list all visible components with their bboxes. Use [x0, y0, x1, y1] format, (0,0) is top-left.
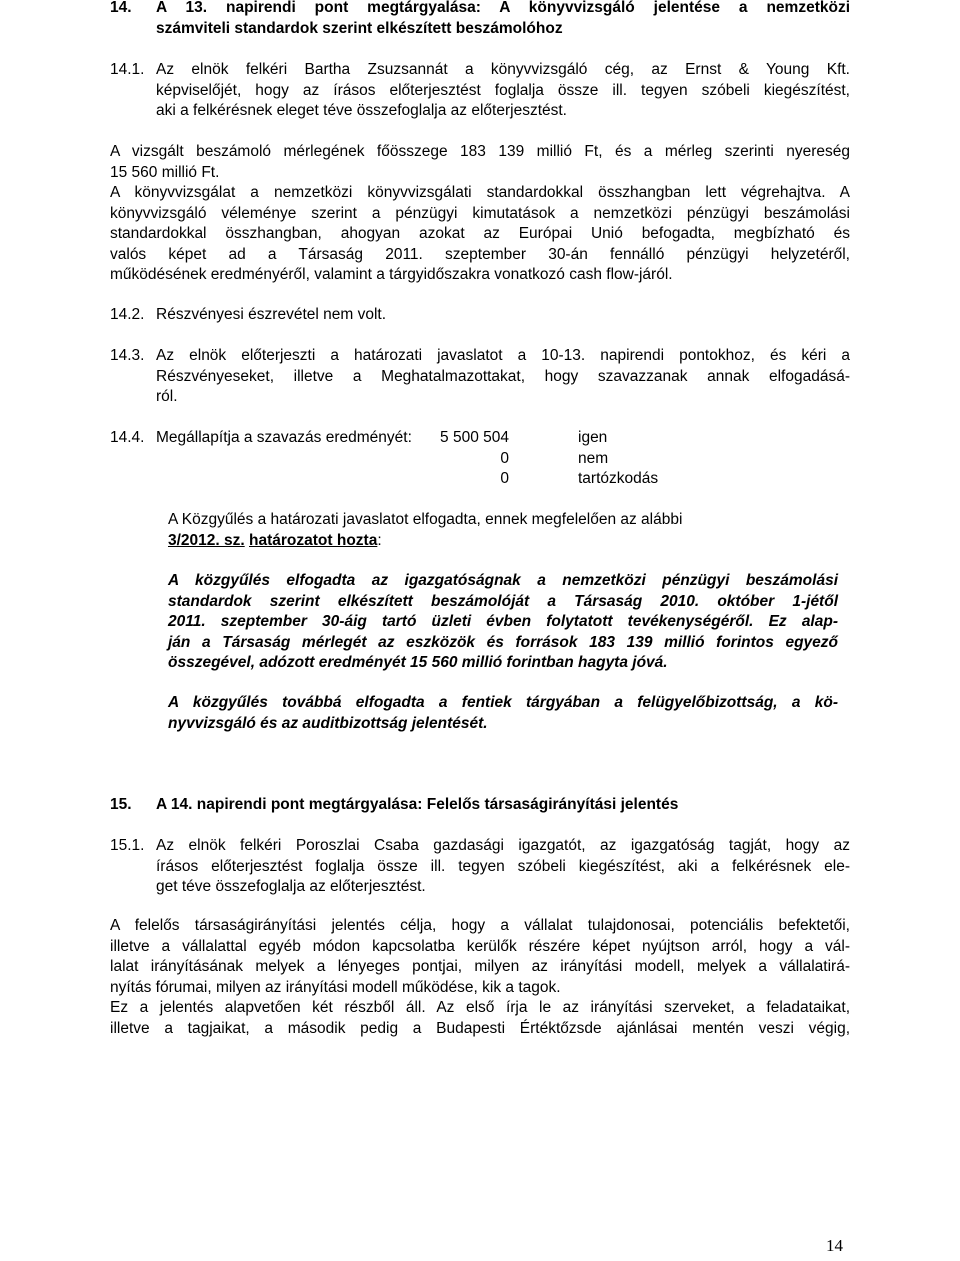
text-line: könyvvizsgáló véleménye szerint a pénzügyi kimutatások a nemzetközi pénzügyi beszámolási [110, 204, 850, 222]
text-line: Részvényeseket, illetve a Meghatalmazottakat, hogy szavazzanak annak elfogadásá- [156, 367, 850, 385]
text-line: működésének eredményéről, valamint a tárgyidőszakra vonatkozó cash flow-járól. [110, 266, 673, 284]
paragraph-purpose [110, 916, 850, 998]
item-15-1 [110, 836, 850, 898]
text-line: Részvényesi észrevétel nem volt. [156, 306, 387, 323]
decision-line: összegével, adózott eredményét 15 560 millió forintban hagyta jóvá. [168, 654, 668, 672]
vote-count: 0 [500, 470, 509, 488]
text-line: A Közgyűlés a határozati javaslatot elfogadta, ennek megfelelően az alábbi [168, 511, 683, 528]
item-number: 14.4. [110, 429, 145, 446]
resolution-number-line [168, 531, 850, 552]
vote-row [440, 449, 700, 470]
page-number: 14 [826, 1236, 843, 1255]
vote-label: igen [578, 429, 608, 446]
item-number: 14.3. [110, 347, 145, 364]
text-line: nyítás fórumai, milyen az irányítási modell működése, kik a tagok. [110, 978, 561, 996]
text-line: aki a felkérésnek eleget téve összefoglalja az előterjesztést. [156, 102, 567, 120]
vote-results [440, 428, 700, 490]
paragraph-audit [110, 183, 850, 286]
item-number: 14.1. [110, 61, 145, 78]
text-line: 15 560 millió Ft. [110, 163, 220, 181]
section-15-heading [110, 795, 850, 816]
decision-line: nyvvizsgáló és az auditbizottság jelentését. [168, 714, 488, 732]
text-line: ról. [156, 388, 178, 406]
section-14-heading [110, 0, 850, 39]
vote-count: 5 500 504 [440, 429, 509, 446]
text-line: lalat irányításának melyek a lényeges pontjai, milyen az irányítási modell, melyek a vállalatirá- [110, 958, 850, 976]
item-14-3 [110, 346, 850, 408]
section-number: 14. [110, 0, 132, 16]
heading-line: számviteli standardok szerint elkészített beszámolóhoz [156, 19, 563, 37]
text-line: A könyvvizsgálat a nemzetközi könyvvizsgálati standardokkal összhangban lett végrehajtva. A [110, 184, 850, 201]
decision-line: 2011. szeptember 30-áig tartó üzleti évben folytatott tevékenységéről. Ez alap- [168, 613, 838, 631]
text-line: A felelős társaságirányítási jelentés célja, hogy a vállalat tulajdonosai, potenciális befektetői, [110, 917, 850, 934]
section-number: 15. [110, 796, 132, 813]
vote-row [440, 428, 700, 449]
resolution-number: 3/2012. sz. [168, 531, 245, 549]
item-14-1 [110, 60, 850, 122]
decision-1 [168, 571, 838, 674]
vote-result-label: Megállapítja a szavazás eredményét: [156, 429, 412, 446]
vote-row [440, 469, 700, 490]
vote-count: 0 [500, 449, 509, 467]
resolution-intro [168, 510, 850, 551]
paragraph-structure [110, 998, 850, 1039]
decision-line: A közgyűlés továbbá elfogadta a fentiek tárgyában a felügyelőbizottság, a kö- [168, 694, 838, 711]
text-line: illetve a vállalattal egyéb módon kapcsolatba kerülők részére képet nyújtson arról, hogy a vál- [110, 937, 850, 955]
text-line: képviselőjét, hogy az írásos előterjesztést foglalja össze ill. tegyen szóbeli kiegészítést, [156, 81, 850, 99]
decision-line: A közgyűlés elfogadta az igazgatóságnak a nemzetközi pénzügyi beszámolási [168, 572, 838, 589]
text-line: Az elnök felkéri Bartha Zsuzsannát a könyvvizsgáló cég, az Ernst & Young Kft. [156, 61, 850, 78]
item-14-2 [110, 305, 850, 326]
text-line: illetve a tagjaikat, a második pedig a Budapesti Értéktőzsde ajánlásai mentén veszi végig, [110, 1019, 850, 1037]
decision-line: ján a Társaság mérlegét az eszközök és források 183 139 millió forintos egyező [168, 633, 838, 651]
item-number: 15.1. [110, 837, 145, 854]
text-line: Az elnök előterjeszti a határozati javaslatot a 10-13. napirendi pontokhoz, és kéri a [156, 347, 850, 364]
text-line: standardokkal összhangban, ahogyan azokat az Európai Unió befogadta, megbízható és [110, 225, 850, 243]
text-line: Ez a jelentés alapvetően két részből áll. Az első írja le az irányítási szerveket, a feladataikat, [110, 999, 850, 1016]
resolution-label: határozatot hozta [249, 531, 378, 549]
text-line: A vizsgált beszámoló mérlegének főösszege 183 139 millió Ft, és a mérleg szerinti nyereség [110, 143, 850, 160]
text-line: get téve összefoglalja az előterjesztést. [156, 878, 426, 896]
heading-line: A 13. napirendi pont megtárgyalása: A könyvvizsgáló jelentése a nemzetközi [156, 0, 850, 16]
text-line: Az elnök felkéri Poroszlai Csaba gazdasági igazgatót, az igazgatóság tagját, hogy az [156, 837, 850, 854]
text-line: valós képet ad a Társaság 2011. szeptember 30-án fennálló pénzügyi helyzetéről, [110, 245, 850, 263]
decision-line: standardok szerint elkészített beszámolóját a Társaság 2010. október 1-jétől [168, 592, 838, 610]
resolution-colon: : [377, 531, 382, 549]
heading-line: A 14. napirendi pont megtárgyalása: Felelős társaságirányítási jelentés [156, 796, 679, 813]
paragraph-balance-sheet [110, 142, 850, 183]
item-number: 14.2. [110, 306, 145, 323]
decision-2 [168, 693, 838, 734]
vote-label: tartózkodás [578, 470, 659, 488]
vote-label: nem [578, 449, 609, 467]
text-line: írásos előterjesztést foglalja össze ill. tegyen szóbeli kiegészítést, aki a felkérésnek ele- [156, 857, 850, 875]
